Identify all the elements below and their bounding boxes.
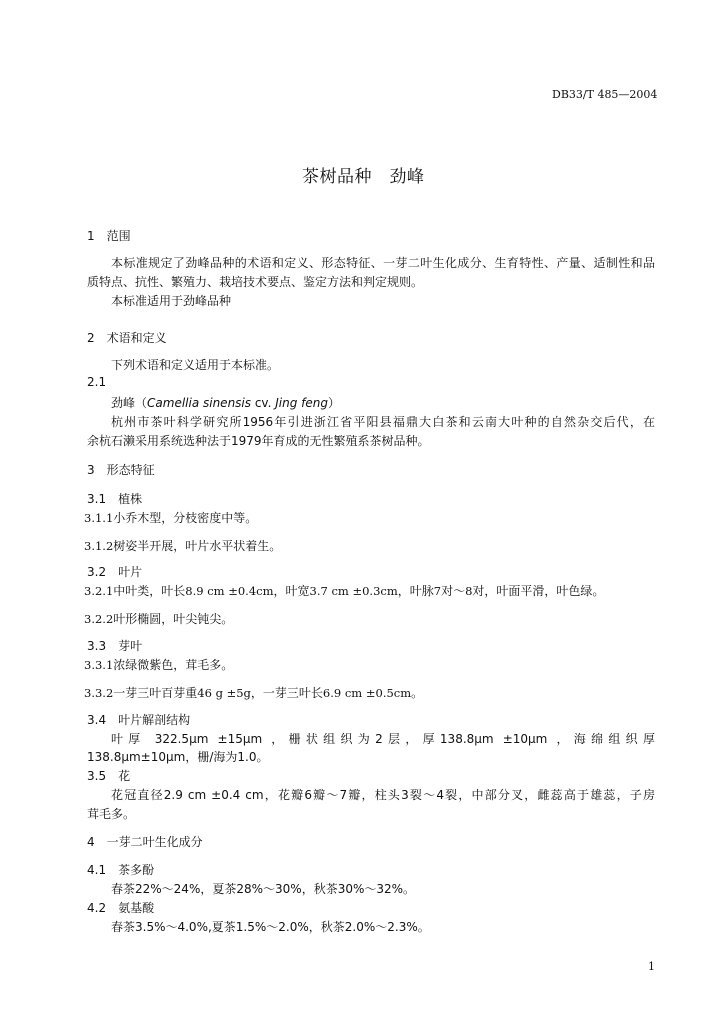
section-4-heading: 4 一芽二叶生化成分	[87, 835, 203, 849]
leaf-vein-label: ，叶脉	[397, 584, 434, 598]
page-title: 茶树品种 劲峰	[302, 167, 425, 187]
clause-3-2-heading: 3.2 叶片	[87, 565, 143, 579]
clause-text: 树姿半开展，叶片水平状着生。	[113, 539, 282, 553]
period: 。	[411, 686, 424, 700]
clause-text: 小乔木型，分枝密度中等。	[113, 511, 258, 525]
clause-3-1-2	[84, 537, 281, 554]
term-suffix: ）	[327, 396, 340, 410]
clause-number: 3.1.2	[84, 539, 114, 553]
clause-4-2-heading: 4.2 氨基酸	[87, 901, 155, 915]
leaf-width-label: ，叶宽	[273, 584, 310, 598]
vein-min: 7	[433, 584, 442, 598]
clause-3-3-2	[84, 684, 423, 701]
clause-text: 浓绿微紫色，茸毛多。	[113, 658, 234, 672]
term-definition-line2: 余杭石濑采用系统选种法于1979年育成的无性繁殖系茶树品种。	[87, 434, 430, 448]
flower-text-line2: 茸毛多。	[87, 807, 136, 821]
leaf-width-value: 3.7 cm ±0.3cm	[309, 584, 398, 598]
leaf-anatomy-line1: 叶厚 322.5μm ±15μm ，栅状组织为2层，厚138.8μm ±10μm ，海绵组织厚	[111, 732, 655, 746]
tea-polyphenol-values: 春茶22%～24%，夏茶28%～30%，秋茶30%～32%。	[111, 882, 416, 896]
clause-3-3-1	[84, 656, 233, 673]
clause-3-5-heading: 3.5 花	[87, 769, 131, 783]
flower-text-line1: 花冠直径2.9 cm ±0.4 cm，花瓣6瓣～7瓣，柱头3裂～4裂，中部分叉，雌蕊高于雄蕊，子房	[111, 788, 655, 802]
section-1-scope-text: 本标准适用于劲峰品种	[111, 294, 232, 308]
section-1-para-line1: 本标准规定了劲峰品种的术语和定义、形态特征、一芽二叶生化成分、生育特性、产量、适制性和品	[111, 256, 655, 270]
clause-3-2-1	[84, 582, 604, 599]
term-cultivar-name: Jing feng	[275, 396, 328, 410]
leaf-length-value: 8.9 cm ±0.4cm	[185, 584, 274, 598]
section-2-intro: 下列术语和定义适用于本标准。	[111, 358, 280, 372]
term-jingfeng	[111, 394, 340, 411]
clause-text: 叶形椭圆，叶尖钝尖。	[113, 612, 234, 626]
clause-number: 3.2.1	[84, 584, 114, 598]
clause-2-1-number: 2.1	[87, 375, 107, 389]
clause-number: 3.1.1	[84, 511, 114, 525]
clause-number: 3.3.2	[84, 686, 114, 700]
term-definition-line1: 杭州市茶叶科学研究所1956年引进浙江省平阳县福鼎大白茶和云南大叶种的自然杂交后代，在	[111, 415, 655, 429]
section-1-heading: 1 范围	[87, 229, 131, 243]
clause-4-1-heading: 4.1 茶多酚	[87, 863, 155, 877]
amino-acid-values: 春茶3.5%～4.0%,夏茶1.5%～2.0%，秋茶2.0%～2.3%。	[111, 920, 430, 934]
clause-3-1-heading: 3.1 植株	[87, 492, 143, 506]
clause-3-2-2	[84, 610, 233, 627]
vein-range-sep: 对～	[441, 584, 466, 598]
clause-3-3-heading: 3.3 芽叶	[87, 639, 143, 653]
bud-weight-label: 一芽三叶百芽重	[113, 686, 198, 700]
term-cv: cv.	[251, 396, 276, 410]
section-1-para-line2: 质特点、抗性、繁殖力、栽培技术要点、鉴定方法和判定规则。	[87, 275, 424, 289]
bud-length-value: 6.9 cm ±0.5cm	[322, 686, 412, 700]
clause-number: 3.3.1	[84, 658, 114, 672]
standard-number: DB33/T 485—2004	[552, 88, 658, 101]
clause-3-1-1	[84, 509, 257, 526]
leaf-surface-text: 对，叶面平滑，叶色绿。	[472, 584, 605, 598]
page-number: 1	[648, 960, 655, 973]
clause-number: 3.2.2	[84, 612, 114, 626]
section-3-heading: 3 形态特征	[87, 463, 155, 477]
term-prefix: 劲峰（	[111, 396, 148, 410]
leaf-size-label: 中叶类，叶长	[113, 584, 186, 598]
vein-max: 8	[465, 584, 473, 598]
bud-length-label: ，一芽三叶长	[250, 686, 323, 700]
clause-3-4-heading: 3.4 叶片解剖结构	[87, 713, 191, 727]
section-2-heading: 2 术语和定义	[87, 331, 167, 345]
bud-weight-value: 46 g ±5g	[197, 686, 251, 700]
term-latin: Camellia sinensis	[147, 396, 252, 410]
leaf-anatomy-line2: 138.8μm±10μm，栅/海为1.0。	[87, 750, 269, 764]
